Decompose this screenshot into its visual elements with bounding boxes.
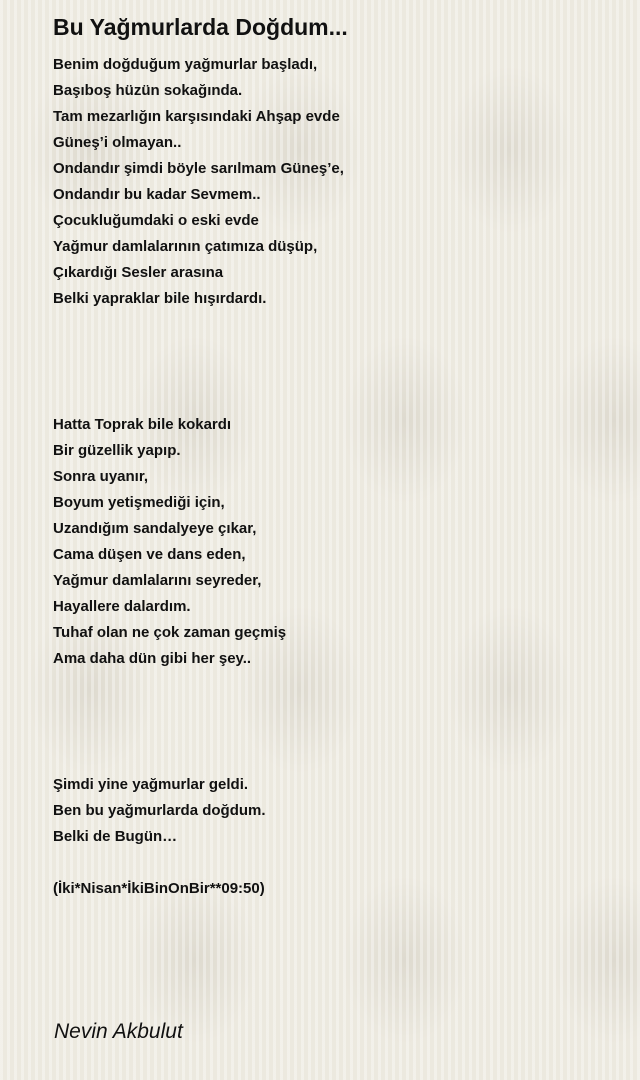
poem-line: Ondandır bu kadar Sevmem.. <box>53 186 261 203</box>
poem-line: Tuhaf olan ne çok zaman geçmiş <box>53 624 287 641</box>
poem-line: Tam mezarlığın karşısındaki Ahşap evde <box>53 108 340 125</box>
poem-line: Yağmur damlalarının çatımıza düşüp, <box>53 238 318 255</box>
poem-line: Cama düşen ve dans eden, <box>53 546 246 563</box>
poem-line: Şimdi yine yağmurlar geldi. <box>53 776 249 793</box>
poem-date-container <box>53 876 265 902</box>
poem-line: Hatta Toprak bile kokardı <box>53 416 232 433</box>
poem-line: Ondandır şimdi böyle sarılmam Güneş’e, <box>53 160 344 177</box>
poem-line: Bir güzellik yapıp. <box>53 442 181 459</box>
stanza-3 <box>53 772 266 850</box>
poem-line: Hayallere dalardım. <box>53 598 191 615</box>
poem-line: Sonra uyanır, <box>53 468 149 485</box>
poem-line: Başıboş hüzün sokağında. <box>53 82 243 99</box>
poem-line: Ben bu yağmurlarda doğdum. <box>53 802 266 819</box>
poem-line: Çıkardığı Sesler arasına <box>53 264 224 281</box>
poem-line: Güneş’i olmayan.. <box>53 134 182 151</box>
poem-line: Benim doğduğum yağmurlar başladı, <box>53 56 318 73</box>
poem-line: Belki yapraklar bile hışırdardı. <box>53 290 267 307</box>
poem-line: Yağmur damlalarını seyreder, <box>53 572 262 589</box>
poem-line: Belki de Bugün… <box>53 828 178 845</box>
poem-line: Boyum yetişmediği için, <box>53 494 225 511</box>
poem-title: Bu Yağmurlarda Doğdum... <box>53 14 348 40</box>
poem-line: Uzandığım sandalyeye çıkar, <box>53 520 257 537</box>
poem-line: Ama daha dün gibi her şey.. <box>53 650 252 667</box>
stanza-1 <box>53 52 344 312</box>
poem-author: Nevin Akbulut <box>54 1020 183 1043</box>
poem-line: Çocukluğumdaki o eski evde <box>53 212 259 229</box>
poem-date: (İki*Nisan*İkiBinOnBir**09:50) <box>53 880 265 897</box>
stanza-2 <box>53 412 286 672</box>
